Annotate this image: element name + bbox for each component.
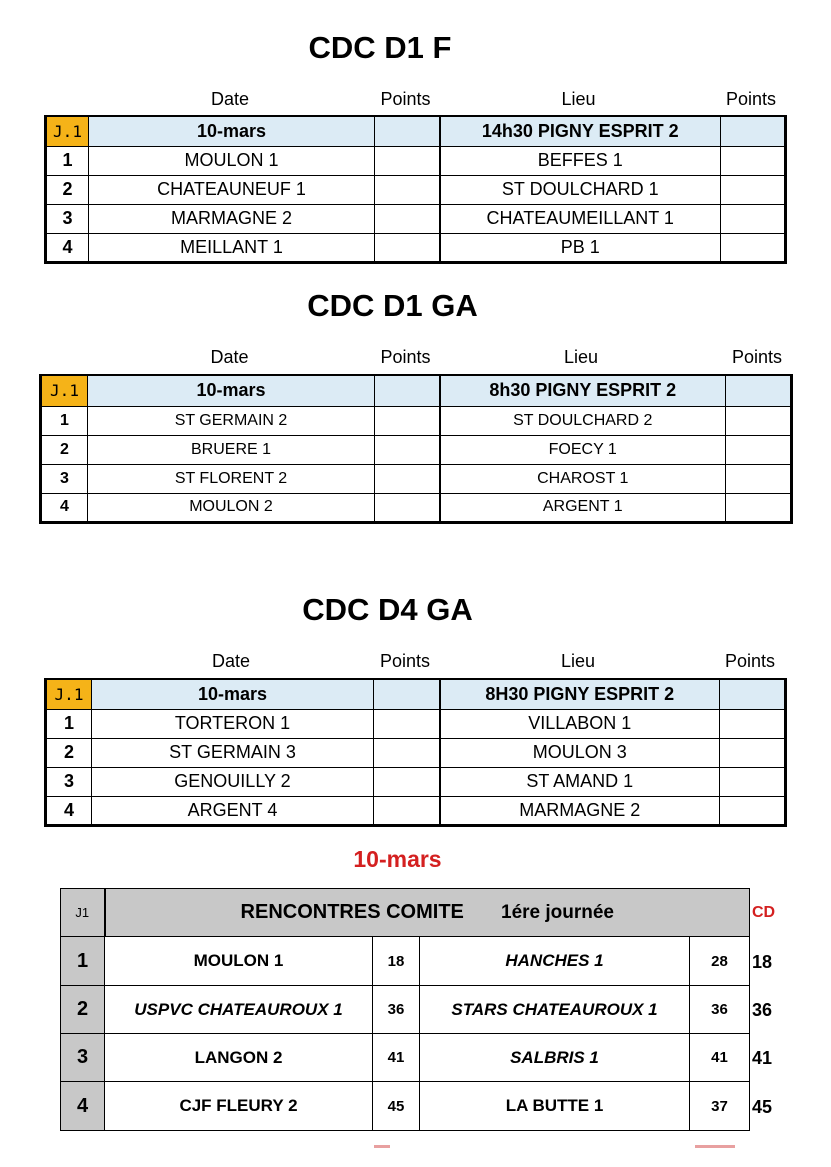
points-cell	[375, 375, 440, 406]
match-venue: 8h30 PIGNY ESPRIT 2	[440, 375, 726, 406]
away-team: MOULON 3	[440, 738, 720, 767]
row-number: 2	[46, 738, 92, 767]
home-team: MOULON 1	[89, 146, 375, 175]
journee-label: J.1	[46, 679, 92, 709]
table-row	[61, 1034, 750, 1082]
away-team: ST DOULCHARD 1	[440, 175, 721, 204]
cd-value: 45	[752, 1097, 773, 1117]
section-title: CDC D1 F	[308, 30, 452, 65]
away-points: 36	[690, 986, 750, 1034]
comite-journee: 1ére journée	[501, 902, 614, 923]
away-points: 41	[690, 1034, 750, 1082]
points-cell	[374, 679, 440, 709]
home-team: LANGON 2	[105, 1034, 373, 1082]
header-points: Points	[724, 651, 776, 671]
header-date: Date	[210, 347, 249, 367]
home-team: ST FLORENT 2	[88, 464, 375, 493]
journee-label: J.1	[41, 375, 88, 406]
away-team: ARGENT 1	[440, 493, 726, 522]
home-points: 18	[373, 937, 420, 986]
home-points: 41	[373, 1034, 420, 1082]
row-number: 4	[41, 493, 88, 522]
points-cell	[375, 233, 440, 262]
away-team: MARMAGNE 2	[440, 796, 720, 825]
row-number: 4	[46, 233, 89, 262]
away-points: 37	[690, 1082, 750, 1131]
row-number: 3	[41, 464, 88, 493]
comite-title: RENCONTRES COMITE	[240, 901, 464, 923]
points-cell	[375, 204, 440, 233]
home-team: TORTERON 1	[92, 709, 374, 738]
points-cell	[375, 435, 440, 464]
row-number: 3	[46, 204, 89, 233]
table-row	[46, 796, 786, 825]
match-table	[44, 115, 787, 264]
match-venue: 14h30 PIGNY ESPRIT 2	[440, 116, 721, 146]
away-team: STARS CHATEAUROUX 1	[420, 986, 690, 1034]
home-team: CHATEAUNEUF 1	[89, 175, 375, 204]
match-table	[39, 374, 793, 524]
points-cell	[721, 204, 786, 233]
table-row	[61, 986, 750, 1034]
header-lieu: Lieu	[563, 347, 599, 367]
points-cell	[720, 709, 786, 738]
row-number: 4	[46, 796, 92, 825]
row-number: 2	[46, 175, 89, 204]
points-cell	[720, 738, 786, 767]
points-cell	[720, 679, 786, 709]
row-number: 3	[46, 767, 92, 796]
table-row	[41, 464, 792, 493]
home-team: USPVC CHATEAUROUX 1	[105, 986, 373, 1034]
row-number: 4	[61, 1082, 105, 1131]
match-date: 10-mars	[89, 116, 375, 146]
away-team: CHATEAUMEILLANT 1	[440, 204, 721, 233]
points-cell	[374, 709, 440, 738]
points-cell	[726, 435, 792, 464]
header-points: Points	[379, 651, 431, 671]
away-team: ST AMAND 1	[440, 767, 720, 796]
away-team: SALBRIS 1	[420, 1034, 690, 1082]
home-team: BRUERE 1	[88, 435, 375, 464]
table-row	[46, 679, 786, 709]
points-cell	[375, 175, 440, 204]
points-cell	[375, 493, 440, 522]
match-table	[44, 678, 787, 827]
comite-heading	[105, 889, 750, 937]
table-row	[61, 937, 750, 986]
header-points: Points	[731, 347, 783, 367]
table-row	[46, 146, 786, 175]
away-team: ST DOULCHARD 2	[440, 406, 726, 435]
table-row	[46, 175, 786, 204]
table-row	[41, 406, 792, 435]
journee-label: J1	[61, 889, 105, 937]
points-cell	[721, 146, 786, 175]
row-number: 1	[46, 146, 89, 175]
home-team: MOULON 2	[88, 493, 375, 522]
row-number: 1	[61, 937, 105, 986]
away-team: HANCHES 1	[420, 937, 690, 986]
away-points: 28	[690, 937, 750, 986]
table-row	[46, 738, 786, 767]
section-title: CDC D4 GA	[302, 592, 473, 627]
home-team: ARGENT 4	[92, 796, 374, 825]
table-row	[61, 889, 750, 937]
home-team: ST GERMAIN 3	[92, 738, 374, 767]
points-cell	[375, 464, 440, 493]
home-team: MEILLANT 1	[89, 233, 375, 262]
journee-label: J.1	[46, 116, 89, 146]
row-number: 2	[61, 986, 105, 1034]
cd-label: CD	[752, 904, 776, 921]
away-team: BEFFES 1	[440, 146, 721, 175]
table-row	[41, 375, 792, 406]
header-points: Points	[380, 347, 431, 367]
row-number: 1	[41, 406, 88, 435]
cut-off-text	[695, 1145, 735, 1148]
away-team: PB 1	[440, 233, 721, 262]
header-lieu: Lieu	[560, 651, 596, 671]
cd-value: 36	[752, 1000, 773, 1020]
comite-date: 10-mars	[353, 846, 442, 872]
header-date: Date	[210, 89, 250, 109]
points-cell	[721, 233, 786, 262]
match-date: 10-mars	[88, 375, 375, 406]
header-points: Points	[380, 89, 431, 109]
row-number: 1	[46, 709, 92, 738]
away-team: VILLABON 1	[440, 709, 720, 738]
points-cell	[375, 406, 440, 435]
table-row	[41, 435, 792, 464]
points-cell	[726, 464, 792, 493]
home-points: 45	[373, 1082, 420, 1131]
home-team: CJF FLEURY 2	[105, 1082, 373, 1131]
points-cell	[375, 116, 440, 146]
points-cell	[374, 738, 440, 767]
header-date: Date	[211, 651, 251, 671]
table-row	[41, 493, 792, 522]
cd-value: 18	[752, 952, 773, 972]
header-points: Points	[725, 89, 777, 109]
cut-off-text	[374, 1145, 390, 1148]
home-team: MOULON 1	[105, 937, 373, 986]
points-cell	[721, 175, 786, 204]
comite-table	[60, 888, 750, 1131]
table-row	[46, 709, 786, 738]
points-cell	[374, 767, 440, 796]
match-venue: 8H30 PIGNY ESPRIT 2	[440, 679, 720, 709]
table-row	[46, 233, 786, 262]
points-cell	[726, 406, 792, 435]
points-cell	[721, 116, 786, 146]
points-cell	[726, 493, 792, 522]
home-team: ST GERMAIN 2	[88, 406, 375, 435]
table-row	[61, 1082, 750, 1131]
home-points: 36	[373, 986, 420, 1034]
header-lieu: Lieu	[561, 89, 596, 109]
points-cell	[720, 796, 786, 825]
match-date: 10-mars	[92, 679, 374, 709]
table-row	[46, 204, 786, 233]
row-number: 3	[61, 1034, 105, 1082]
table-row	[46, 767, 786, 796]
cd-value: 41	[752, 1048, 773, 1068]
away-team: LA BUTTE 1	[420, 1082, 690, 1131]
row-number: 2	[41, 435, 88, 464]
away-team: CHAROST 1	[440, 464, 726, 493]
away-team: FOECY 1	[440, 435, 726, 464]
points-cell	[375, 146, 440, 175]
section-title: CDC D1 GA	[307, 288, 478, 323]
points-cell	[374, 796, 440, 825]
table-row	[46, 116, 786, 146]
points-cell	[720, 767, 786, 796]
home-team: GENOUILLY 2	[92, 767, 374, 796]
points-cell	[726, 375, 792, 406]
home-team: MARMAGNE 2	[89, 204, 375, 233]
